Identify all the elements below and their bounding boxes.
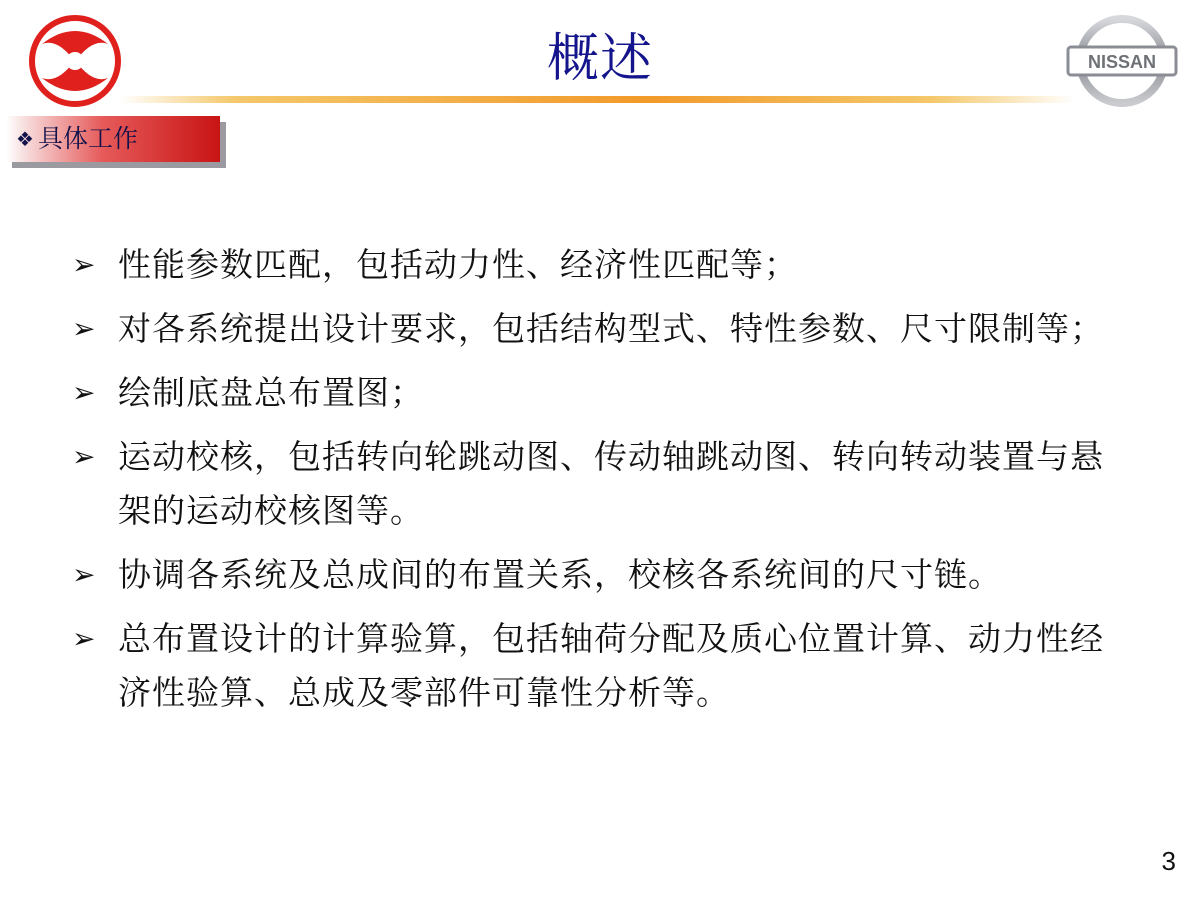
bullet-text: 协调各系统及总成间的布置关系，校核各系统间的尺寸链。 [118,555,1002,594]
arrow-bullet-icon: ➢ [72,248,97,281]
arrow-bullet-icon: ➢ [72,558,97,591]
page-number: 3 [1161,846,1176,876]
bullet-text: 总布置设计的计算验算，包括轴荷分配及质心位置计算、动力性经济性验算、总成及零部件可靠性分析等。 [118,619,1104,712]
section-label: 具体工作 [38,124,139,153]
title-underline [120,96,1075,103]
nissan-logo-text: NISSAN [1087,52,1157,72]
bullet-list [72,238,1132,730]
arrow-bullet-icon: ➢ [72,312,97,345]
list-item [72,238,1132,292]
bullet-text: 性能参数匹配，包括动力性、经济性匹配等； [118,245,798,284]
list-item [72,366,1132,420]
list-item [72,548,1132,602]
nissan-logo-icon [1066,14,1178,108]
arrow-bullet-icon: ➢ [72,622,97,655]
section-tab [6,116,220,162]
diamond-bullet-icon: ❖ [16,127,34,151]
arrow-bullet-icon: ➢ [72,440,97,473]
bullet-text: 运动校核，包括转向轮跳动图、传动轴跳动图、转向转动装置与悬架的运动校核图等。 [118,437,1104,530]
bullet-text: 对各系统提出设计要求，包括结构型式、特性参数、尺寸限制等； [118,309,1104,348]
arrow-bullet-icon: ➢ [72,376,97,409]
list-item [72,612,1132,720]
list-item [72,430,1132,538]
slide-title: 概述 [546,29,653,89]
list-item [72,302,1132,356]
bullet-text: 绘制底盘总布置图； [118,373,424,412]
